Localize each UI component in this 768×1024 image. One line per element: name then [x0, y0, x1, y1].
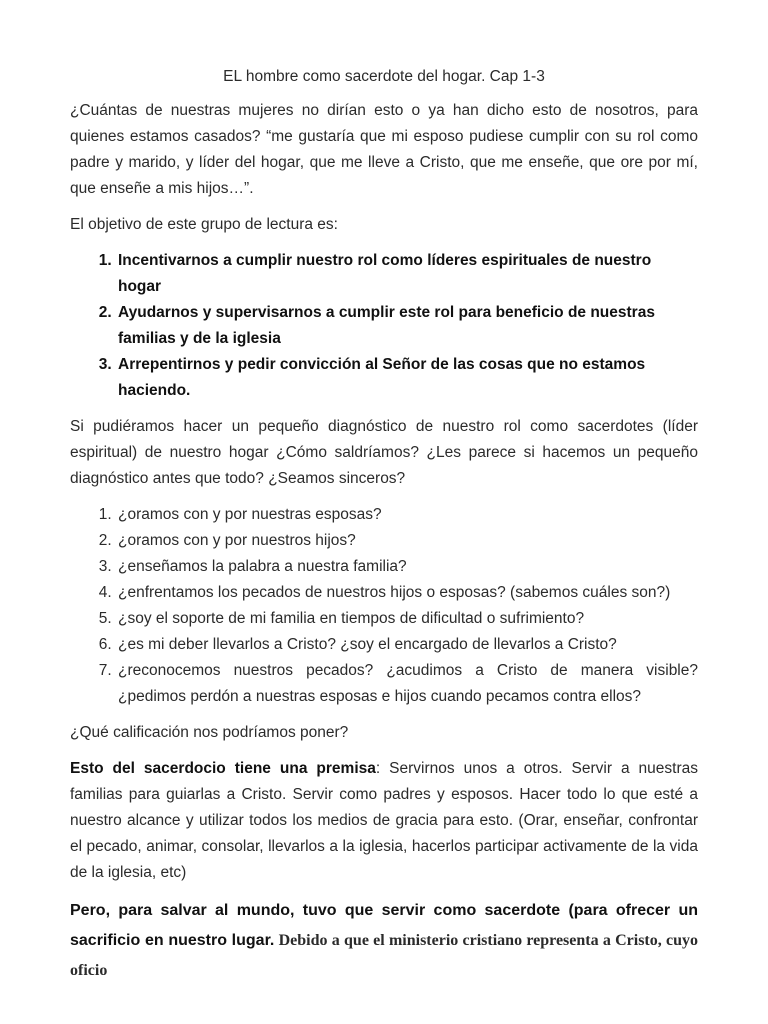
question-item: 5. ¿soy el soporte de mi familia en tiempos de dificultad o sufrimiento?	[116, 606, 698, 632]
objective-lead: El objetivo de este grupo de lectura es:	[70, 216, 338, 233]
premise-heading: Esto del sacerdocio tiene una premisa	[70, 760, 376, 777]
question-item: 7. ¿reconocemos nuestros pecados? ¿acudimos a Cristo de manera visible? ¿pedimos perdón a nuestras esposas e hijos cuando pecamos contra ellos?	[116, 658, 698, 710]
closing-serif-text: Debido a que el ministerio cristiano representa a Cristo, cuyo oficio	[70, 932, 698, 979]
question-item: 2. ¿oramos con y por nuestros hijos?	[116, 528, 698, 554]
premise-text: : Servirnos unos a otros. Servir a nuestras familias para guiarlas a Cristo. Servir como padres y esposos. Hacer todo lo que esté a nuestro alcance y utilizar todos los medios de gracia para esto. (Orar, enseñar, confrontar el pecado, animar, consolar, llevarlos a la iglesia, hacerlos participar activamente de la vida de la iglesia, etc)	[70, 760, 698, 881]
question-item: 6. ¿es mi deber llevarlos a Cristo? ¿soy el encargado de llevarlos a Cristo?	[116, 632, 698, 658]
rating-question: ¿Qué calificación nos podríamos poner?	[70, 724, 349, 741]
question-item: 3. ¿enseñamos la palabra a nuestra familia?	[116, 554, 698, 580]
premise-paragraph	[70, 756, 698, 886]
intro-paragraph: ¿Cuántas de nuestras mujeres no dirían esto o ya han dicho esto de nosotros, para quienes estamos casados? “me gustaría que mi esposo pudiese cumplir con su rol como padre y marido, y líder del hogar, que me lleve a Cristo, que me enseñe, que ore por mí, que enseñe a mis hijos…”.	[70, 102, 698, 197]
question-item: 4. ¿enfrentamos los pecados de nuestros hijos o esposas? (sabemos cuáles son?)	[116, 580, 698, 606]
goal-item: 1. Incentivarnos a cumplir nuestro rol como líderes espirituales de nuestro hogar	[116, 248, 698, 300]
goals-list	[70, 248, 698, 404]
goal-item: 2. Ayudarnos y supervisarnos a cumplir este rol para beneficio de nuestras familias y de la iglesia	[116, 300, 698, 352]
question-item: 1. ¿oramos con y por nuestras esposas?	[116, 502, 698, 528]
diagnostic-intro: Si pudiéramos hacer un pequeño diagnóstico de nuestro rol como sacerdotes (líder espiritual) de nuestro hogar ¿Cómo saldríamos? ¿Les parece si hacemos un pequeño diagnóstico antes que todo? ¿Seamos sinceros?	[70, 418, 698, 487]
goal-item: 3. Arrepentirnos y pedir convicción al Señor de las cosas que no estamos haciendo.	[116, 352, 698, 404]
closing-bold-text: Pero, para salvar al mundo, tuvo que servir como sacerdote (para ofrecer un sacrificio en nuestro lugar.	[70, 902, 698, 949]
questions-list	[70, 502, 698, 710]
closing-paragraph	[70, 896, 698, 986]
page-title: EL hombre como sacerdote del hogar. Cap 1-3	[223, 68, 545, 85]
